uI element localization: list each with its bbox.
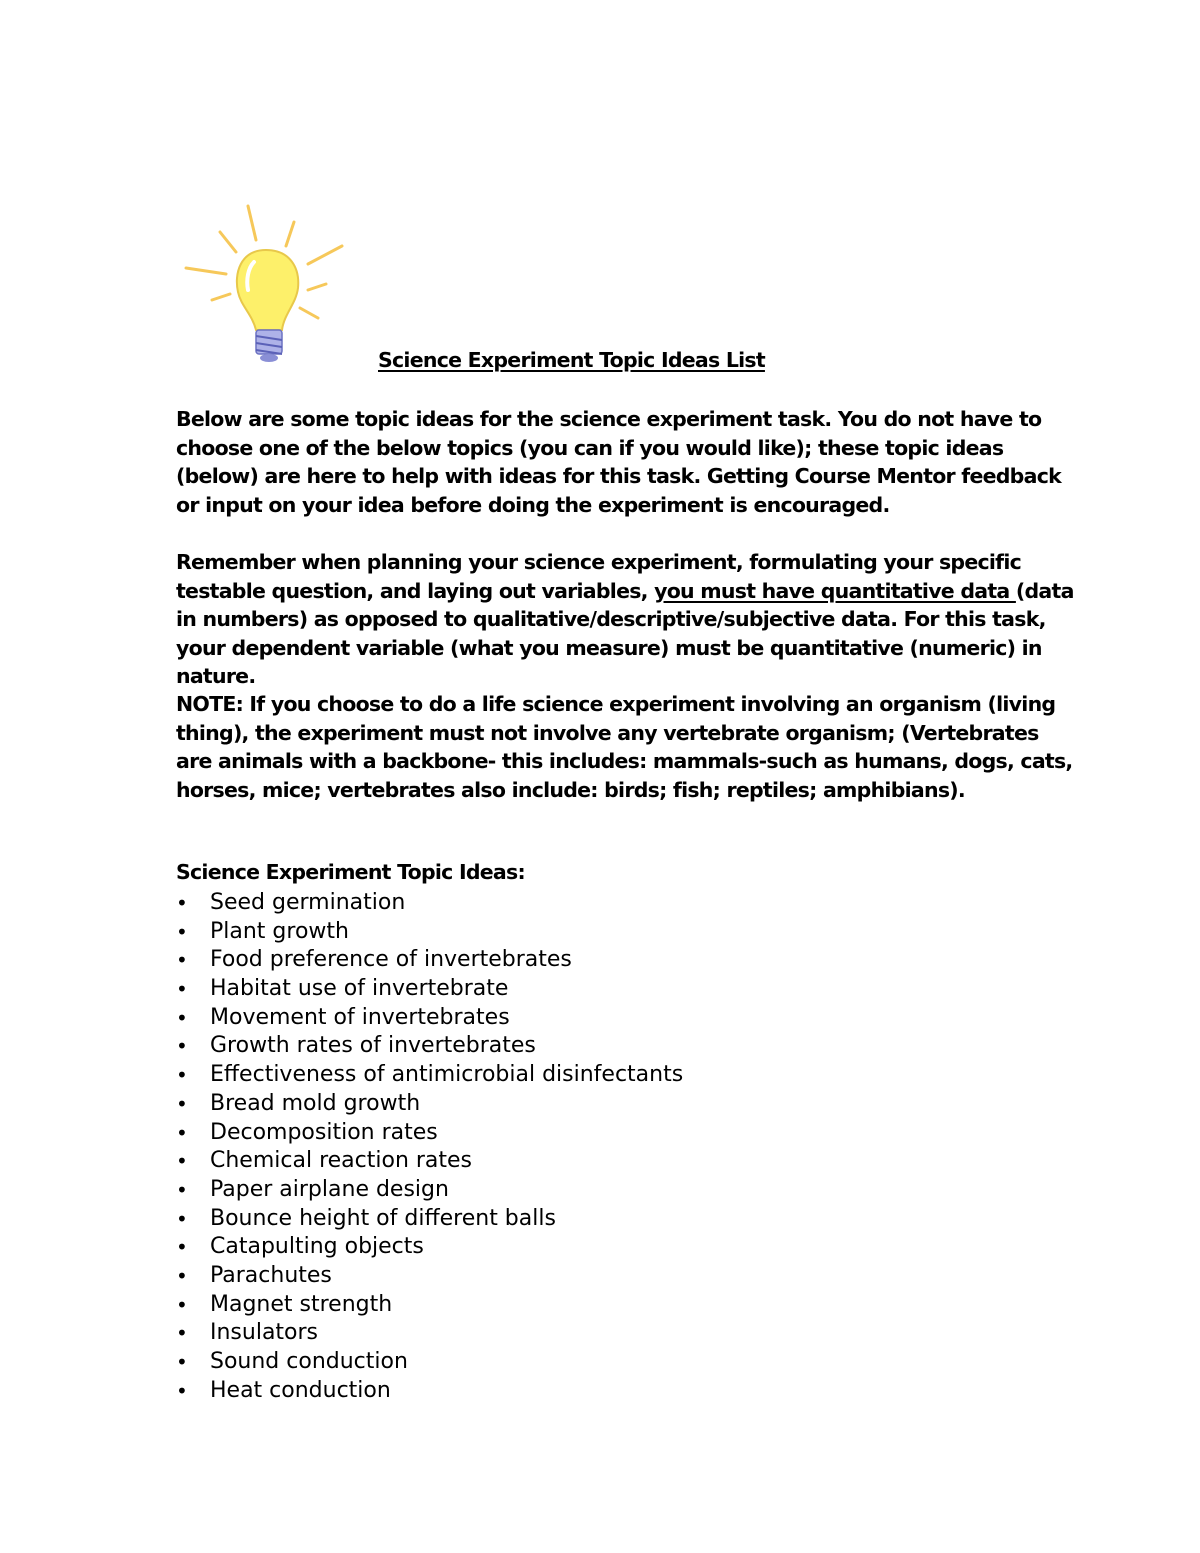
note-paragraph: NOTE: If you choose to do a life science experiment involving an organism (living thing), the experiment must not involve any vertebrate organism; (Vertebrates are animals with a backbone- this includes: mammals-such as humans, dogs, cats, horses, mice; vertebrates also include: birds; fish; reptiles; amphibians). (176, 692, 1073, 802)
topic-text: Decomposition rates (210, 1119, 438, 1145)
topic-text: Paper airplane design (210, 1176, 449, 1202)
bullet-icon: • (176, 1091, 188, 1116)
topic-list-heading: Science Experiment Topic Ideas: (176, 860, 525, 884)
bullet-icon: • (176, 1177, 188, 1202)
topic-text: Sound conduction (210, 1349, 408, 1374)
topic-text: Growth rates of invertebrates (210, 1033, 536, 1059)
bullet-icon: • (176, 1263, 188, 1288)
remember-paragraph (176, 548, 1076, 691)
lightbulb-icon (178, 200, 350, 372)
bullet-icon: • (176, 1292, 188, 1317)
topic-text: Habitat use of invertebrate (210, 976, 509, 1002)
bullet-icon: • (176, 1063, 188, 1088)
topic-text: Bounce height of different balls (210, 1205, 556, 1231)
bullet-icon: • (176, 1149, 188, 1174)
topic-text: Parachutes (210, 1262, 332, 1288)
bullet-icon: • (176, 1034, 188, 1059)
bullet-icon: • (176, 1378, 188, 1403)
topic-text: Magnet strength (210, 1291, 393, 1317)
topic-text: Chemical reaction rates (210, 1148, 473, 1174)
bullet-icon: • (176, 977, 188, 1002)
bullet-icon: • (176, 1321, 188, 1346)
bullet-icon: • (176, 919, 188, 944)
bullet-icon: • (176, 891, 188, 915)
document-title: Science Experiment Topic Ideas List (378, 348, 765, 372)
intro-paragraph: Below are some topic ideas for the science experiment task. You do not have to choose one of the below topics (you can if you would like); these topic ideas (below) are here to help with ideas for this task. Getting Course Mentor feedback or input on your idea before doing the experiment is encouraged. (176, 407, 1061, 517)
topic-text: Catapulting objects (210, 1234, 424, 1260)
topic-text: Seed germination (210, 890, 406, 915)
topic-text: Insulators (210, 1320, 319, 1346)
bullet-icon: • (176, 1235, 188, 1260)
topic-text: Heat conduction (210, 1377, 391, 1403)
bullet-icon: • (176, 948, 188, 973)
quantitative-data-emphasis: you must have quantitative data (654, 578, 1016, 603)
remember-text-end: (data in numbers) as opposed to qualitative/descriptive/subjective data. For this task, your dependent variable (what you measure) must be quantitative (numeric) in nature. (176, 578, 1074, 688)
bullet-icon: • (176, 1005, 188, 1030)
topic-text: Food preference of invertebrates (210, 947, 572, 973)
topic-text: Plant growth (210, 918, 349, 944)
bullet-icon: • (176, 1350, 188, 1374)
topic-text: Movement of invertebrates (210, 1004, 510, 1030)
bullet-icon: • (176, 1206, 188, 1231)
topic-text: Bread mold growth (210, 1090, 421, 1116)
topic-text: Effectiveness of antimicrobial disinfectants (210, 1062, 684, 1088)
remember-text-start: Remember when planning your science experiment, formulating your specific testable question, and laying out variables, (176, 550, 1021, 603)
bullet-icon: • (176, 1120, 188, 1145)
